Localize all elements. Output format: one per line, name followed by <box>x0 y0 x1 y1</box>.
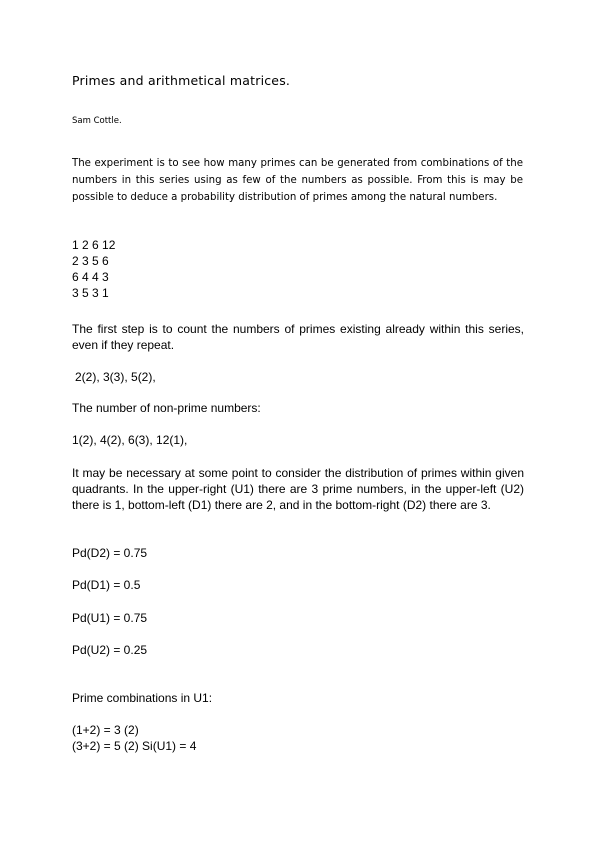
matrix-row: 2 3 5 6 <box>72 254 109 268</box>
prime-counts: 2(2), 3(3), 5(2), <box>75 370 156 384</box>
matrix-row: 1 2 6 12 <box>72 238 116 252</box>
author-name: Sam Cottle. <box>72 116 122 126</box>
matrix-row: 6 4 4 3 <box>72 270 109 284</box>
probability-d2: Pd(D2) = 0.75 <box>72 546 148 560</box>
nonprime-heading: The number of non-prime numbers: <box>72 401 261 415</box>
probability-u2: Pd(U2) = 0.25 <box>72 643 148 657</box>
combination-line: (1+2) = 3 (2) <box>72 723 139 737</box>
nonprime-counts: 1(2), 4(2), 6(3), 12(1), <box>72 433 188 447</box>
intro-paragraph: The experiment is to see how many primes can be generated from combinations of the numbers in this series using as few of the numbers as possible. From this is may be possible to deduce a probability distribution of primes among the natural numbers. <box>72 158 523 203</box>
quadrant-paragraph: It may be necessary at some point to consider the distribution of primes within given quadrants. In the upper-right (U1) there are 3 prime numbers, in the upper-left (U2) there is 1, bottom-left (D1) there are 2, and in the bottom-right (D2) there are 3. <box>72 466 524 512</box>
number-matrix <box>72 237 524 301</box>
probability-d1: Pd(D1) = 0.5 <box>72 578 141 592</box>
first-step-paragraph: The first step is to count the numbers of primes existing already within this series, even if they repeat. <box>72 322 524 352</box>
probability-u1: Pd(U1) = 0.75 <box>72 611 148 625</box>
document-title: Primes and arithmetical matrices. <box>72 73 291 88</box>
combinations-heading: Prime combinations in U1: <box>72 691 213 705</box>
combination-line: (3+2) = 5 (2) Si(U1) = 4 <box>72 739 197 753</box>
matrix-row: 3 5 3 1 <box>72 286 109 300</box>
